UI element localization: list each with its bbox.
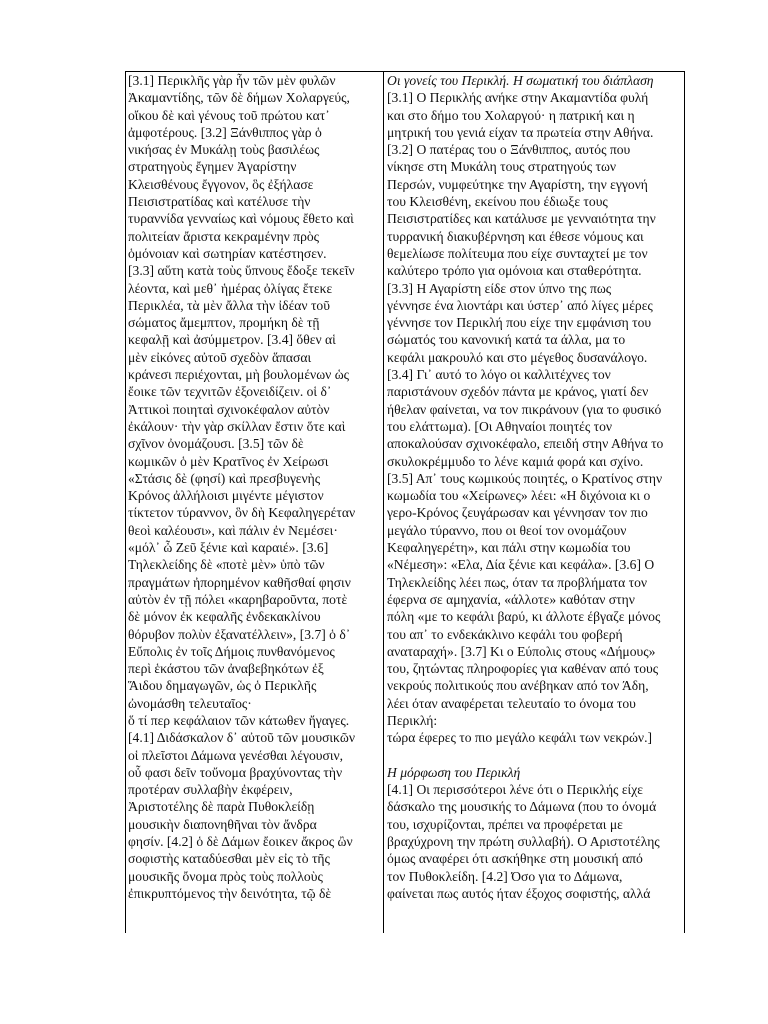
translation-line: γερο-Κρόνος ζευγάρωσαν και γέννησαν τον πιο (387, 505, 648, 521)
translation-line: [3.4] Γι᾽ αυτό το λόγο οι καλλιτέχνες τον (387, 367, 611, 383)
greek-text-line: μουσικῆς ὄνομα πρὸς τοὺς πολλοὺς (128, 868, 323, 884)
greek-text-line: στρατηγοὺς ἔγημεν Ἀγαρίστην (128, 159, 297, 175)
translation-line: αποκαλούσαν σχινοκέφαλο, επειδή στην Αθήνα το (387, 436, 664, 452)
translation-line: γέννησε τον Περικλή που είχε την εμφάνιση του (387, 315, 652, 331)
greek-text-line: κεφαλῇ καὶ ἀσύμμετρον. [3.4] ὅθεν αἱ (128, 332, 336, 348)
translation-line: τον Πυθοκλείδη. [4.2] Όσο για το Δάμωνα, (387, 868, 623, 884)
translation-line: παριστάνουν σχεδόν πάντα με κράνος, γιατί δεν (387, 384, 649, 400)
greek-text-line: θόρυβον πολὺν ἐξανατέλλειν», [3.7] ὁ δ᾽ (128, 626, 351, 642)
translation-line: [3.1] Ο Περικλής ανήκε στην Ακαμαντίδα φυλή (387, 90, 649, 106)
greek-text-line: Ἀκαμαντίδης, τῶν δὲ δήμων Χολαργεύς, (128, 90, 350, 106)
greek-text-line: Εὔπολις ἐν τοῖς Δήμοις πυνθανόμενος (128, 643, 335, 659)
translation-line: τώρα έφερες το πιο μεγάλο κεφάλι των νεκρών.] (387, 730, 653, 746)
greek-text-line: ἐπικρυπτόμενος τὴν δεινότητα, τῷ δὲ (128, 885, 332, 901)
translation-line: γέννησε ένα λιοντάρι και ύστερ᾽ από λίγες μέρες (387, 297, 653, 313)
greek-text-line: ἐκάλουν· τὴν γὰρ σκίλλαν ἔστιν ὅτε καὶ (128, 418, 346, 434)
greek-text-line: [4.1] Διδάσκαλον δ᾽ αὐτοῦ τῶν μουσικῶν (128, 730, 356, 746)
translation-line: καλύτερο τρόπο για ομόνοια και σταθερότητα. (387, 263, 642, 279)
greek-text-line: μουσικὴν διαπονηθῆναι τὸν ἄνδρα (128, 816, 317, 832)
greek-text-line: φησίν. [4.2] ὁ δὲ Δάμων ἔοικεν ἄκρος ὢν (128, 834, 353, 850)
translation-line: βραχύχρονη την πρώτη συλλαβή). Ο Αριστοτέλης (387, 834, 660, 850)
greek-text-line: τίκτετον τύραννον, ὃν δὴ Κεφαληγερέταν (128, 505, 356, 521)
translation-line: [3.3] Η Αγαρίστη είδε στον ύπνο της πως (387, 280, 612, 296)
greek-text-line: νικήσας ἐν Μυκάλῃ τοὺς βασιλέως (128, 142, 320, 158)
greek-text-line: [3.1] Περικλῆς γὰρ ἦν τῶν μὲν φυλῶν (128, 73, 336, 88)
greek-text-line: Περικλέα, τὰ μὲν ἄλλα τὴν ἰδέαν τοῦ (128, 297, 330, 313)
translation-line: του Κλεισθένη, εκείνου που έδιωξε τους (387, 194, 608, 210)
translation-line: αναταραχή». [3.7] Κι ο Εύπολις στους «Δήμους» (387, 643, 656, 659)
greek-text-line: [3.3] αὕτη κατὰ τοὺς ὕπνους ἔδοξε τεκεῖν (128, 263, 355, 279)
greek-text-line: Ἀριστοτέλης δὲ παρὰ Πυθοκλείδῃ (128, 799, 315, 815)
translation-line: «Νέμεση»: «Ελα, Δία ξένιε και κεφάλα». [3.6] Ο (387, 557, 655, 573)
translation-line: [3.2] Ο πατέρας του ο Ξάνθιππος, αυτός που (387, 142, 631, 158)
translation-line: του, ζητώντας πληροφορίες για καθέναν από τους (387, 661, 659, 677)
greek-text-line: κωμικῶν ὁ μὲν Κρατῖνος ἐν Χείρωσι (128, 453, 329, 469)
column-divider (383, 71, 384, 933)
greek-text-line: ἔοικε τῶν τεχνιτῶν ἐξονειδίζειν. οἱ δ᾽ (128, 384, 332, 400)
greek-text-line: κράνεσι περιέχονται, μὴ βουλομένων ὡς (128, 367, 350, 383)
translation-line: [3.5] Απ᾽ τους κωμικούς ποιητές, ο Κρατίνος στην (387, 470, 663, 486)
greek-text-line: πολιτείαν ἄριστα κεκραμένην πρὸς (128, 228, 320, 244)
translation-line: κωμωδία του «Χείρωνες» λέει: «Η διχόνοια κι ο (387, 488, 651, 504)
modern-greek-translation-column (387, 72, 683, 902)
translation-line: τυρρανική διακυβέρνηση και έθεσε νόμους και (387, 228, 644, 244)
translation-line: δάσκαλο της μουσικής το Δάμωνα (που το όνομά (387, 799, 657, 815)
greek-text-line: Πεισιστρατίδας καὶ κατέλυσε τὴν (128, 194, 311, 210)
translation-line: Περικλή: (387, 712, 438, 728)
translation-line: κεφάλι μακρουλό και στο μέγεθος δυσανάλογο. (387, 349, 648, 365)
translation-line: νίκησε στη Μυκάλη τους στρατηγούς των (387, 159, 617, 175)
translation-line: όμως αναφέρει ότι ασκήθηκε στη μουσική από (387, 851, 643, 867)
greek-text-line: δὲ μόνον ἐκ κεφαλῆς ἐνδεκακλίνου (128, 609, 321, 625)
greek-text-line: Ἀττικοὶ ποιηταὶ σχινοκέφαλον αὐτὸν (128, 401, 330, 417)
translation-line: Κεφαληγερέτη», και πάλι στην κωμωδία του (387, 540, 631, 556)
greek-text-line: τυραννίδα γενναίως καὶ νόμους ἔθετο καὶ (128, 211, 354, 227)
greek-text-line: ὠνομάσθη τελευταῖος· (128, 695, 252, 711)
translation-line: Τηλεκλείδης λέει πως, όταν τα προβλήματα τον (387, 574, 648, 590)
section-heading: Η μόρφωση του Περικλή (387, 764, 521, 780)
translation-line: Πεισιστρατίδες και κατάλυσε με γενναιότητα την (387, 211, 656, 227)
greek-text-line: μὲν εἰκόνες αὐτοῦ σχεδὸν ἅπασαι (128, 349, 312, 365)
ancient-greek-text-column (128, 72, 378, 902)
translation-line: λέει όταν αναφέρεται τελευταίο το όνομα του (387, 695, 636, 711)
greek-text-line: ὁμόνοιαν καὶ σωτηρίαν κατέστησεν. (128, 245, 327, 261)
table-border-left (125, 71, 126, 933)
greek-text-line: ἀμφοτέρους. [3.2] Ξάνθιππος γὰρ ὁ (128, 124, 322, 140)
translation-line: σκυλοκρέμμυδο το λένε καμιά φορά και σχίνο. (387, 453, 644, 469)
table-border-right (684, 71, 685, 933)
section-heading: Οι γονείς του Περικλή. Η σωματική του διάπλαση (387, 73, 654, 88)
greek-text-line: αὐτὸν ἐν τῇ πόλει «καρηβαροῦντα, ποτὲ (128, 591, 348, 607)
translation-line: ήθελαν φαίνεται, να τον πικράνουν (για το φυσικό (387, 401, 662, 417)
greek-text-line: λέοντα, καὶ μεθ᾽ ἡμέρας ὀλίγας ἔτεκε (128, 280, 333, 296)
translation-line: θεμελίωσε πολίτευμα που είχε συνταχτεί με τον (387, 245, 648, 261)
translation-line: του απ᾽ το ενδεκάκλινο κεφάλι του φοβερή (387, 626, 623, 642)
translation-line: μεγάλο τύραννο, που οι θεοί τον ονομάζουν (387, 522, 627, 538)
greek-text-line: σοφιστὴς καταδύεσθαι μὲν εἰς τὸ τῆς (128, 851, 330, 867)
greek-text-line: «μόλ᾽ ὦ Ζεῦ ξένιε καὶ καραιέ». [3.6] (128, 540, 329, 556)
translation-line: του, ισχυρίζονται, πρέπει να προφέρεται με (387, 816, 623, 832)
greek-text-line: Τηλεκλείδης δὲ «ποτὲ μὲν» ὑπὸ τῶν (128, 557, 325, 573)
greek-text-line: θεοὶ καλέουσι», καὶ πάλιν ἐν Νεμέσει· (128, 522, 338, 538)
translation-line: μητρική του γενιά είχαν τα πρωτεία στην Αθήνα. (387, 124, 654, 140)
greek-text-line: σχῖνον ὀνομάζουσι. [3.5] τῶν δὲ (128, 436, 304, 452)
greek-text-line: οἴκου δὲ καὶ γένους τοῦ πρώτου κατ᾽ (128, 107, 330, 123)
greek-text-line: ὅ τί περ κεφάλαιον τῶν κάτωθεν ἤγαγες. (128, 712, 350, 728)
greek-text-line: Κρόνος ἀλλήλοισι μιγέντε μέγιστον (128, 488, 324, 504)
greek-text-line: Κλεισθένους ἔγγονον, ὃς ἐξήλασε (128, 176, 314, 192)
translation-line: νεκρούς πολιτικούς που ανέβηκαν από τον Άδη, (387, 678, 649, 694)
translation-line: του ελάττωμα). [Οι Αθηναίοι ποιητές τον (387, 418, 613, 434)
greek-text-line: «Στάσις δὲ (φησί) καὶ πρεσβυγενὴς (128, 470, 321, 486)
translation-line: έφερνα σε αμηχανία, «άλλοτε» καθόταν στην (387, 591, 635, 607)
translation-line: [4.1] Οι περισσότεροι λένε ότι ο Περικλής είχε (387, 782, 643, 798)
translation-line: Περσών, νυμφεύτηκε την Αγαρίστη, την εγγονή (387, 176, 648, 192)
greek-text-line: σώματος ἄμεμπτον, προμήκη δὲ τῇ (128, 315, 320, 331)
greek-text-line: πραγμάτων ἠπορημένον καθῆσθαί φησιν (128, 574, 351, 590)
translation-line: και στο δήμο του Χολαργού· η πατρική και η (387, 107, 635, 123)
translation-line: φαίνεται πως αυτός ήταν έξοχος σοφιστής, αλλά (387, 885, 651, 901)
greek-text-line: προτέραν συλλαβὴν ἐκφέρειν, (128, 782, 293, 798)
greek-text-line: οὗ φασι δεῖν τοὔνομα βραχύνοντας τὴν (128, 764, 343, 780)
blank-line (387, 747, 683, 764)
translation-line: πόλη «με το κεφάλι βαρύ, κι άλλοτε έβγαζε μόνος (387, 609, 661, 625)
greek-text-line: περὶ ἑκάστου τῶν ἀναβεβηκότων ἐξ (128, 661, 324, 677)
translation-line: σώματός του κανονική κατά τα άλλα, μα το (387, 332, 626, 348)
greek-text-line: Ἅιδου δημαγωγῶν, ὡς ὁ Περικλῆς (128, 678, 317, 694)
greek-text-line: οἱ πλεῖστοι Δάμωνα γενέσθαι λέγουσιν, (128, 747, 344, 763)
